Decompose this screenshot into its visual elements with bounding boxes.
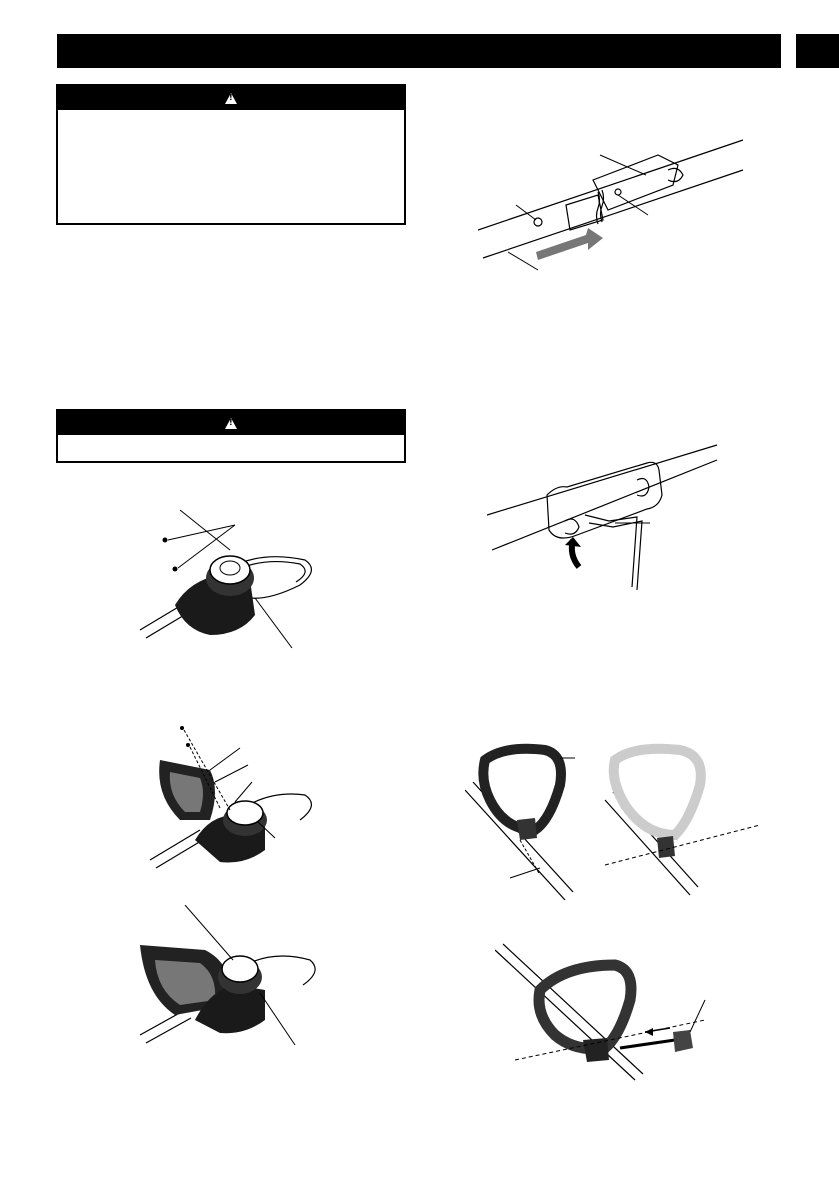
handle-knob-figure [495, 940, 725, 1085]
handle-placement-figure [465, 740, 765, 900]
warning-text [58, 110, 404, 122]
warning-box-1 [56, 84, 406, 225]
warning-header [58, 411, 404, 435]
warning-text [58, 435, 404, 447]
warning-box-2 [56, 409, 406, 463]
warning-header [58, 86, 404, 110]
guard-installed-figure [135, 905, 335, 1055]
guard-screws-figure [130, 500, 330, 660]
shaft-coupler-figure [478, 130, 748, 280]
page-tab [796, 34, 839, 68]
header-bar [57, 34, 781, 68]
warning-triangle-icon [225, 418, 237, 429]
guard-attach-figure [140, 720, 330, 875]
coupler-hex-key-figure [487, 425, 727, 595]
warning-triangle-icon [225, 93, 237, 104]
